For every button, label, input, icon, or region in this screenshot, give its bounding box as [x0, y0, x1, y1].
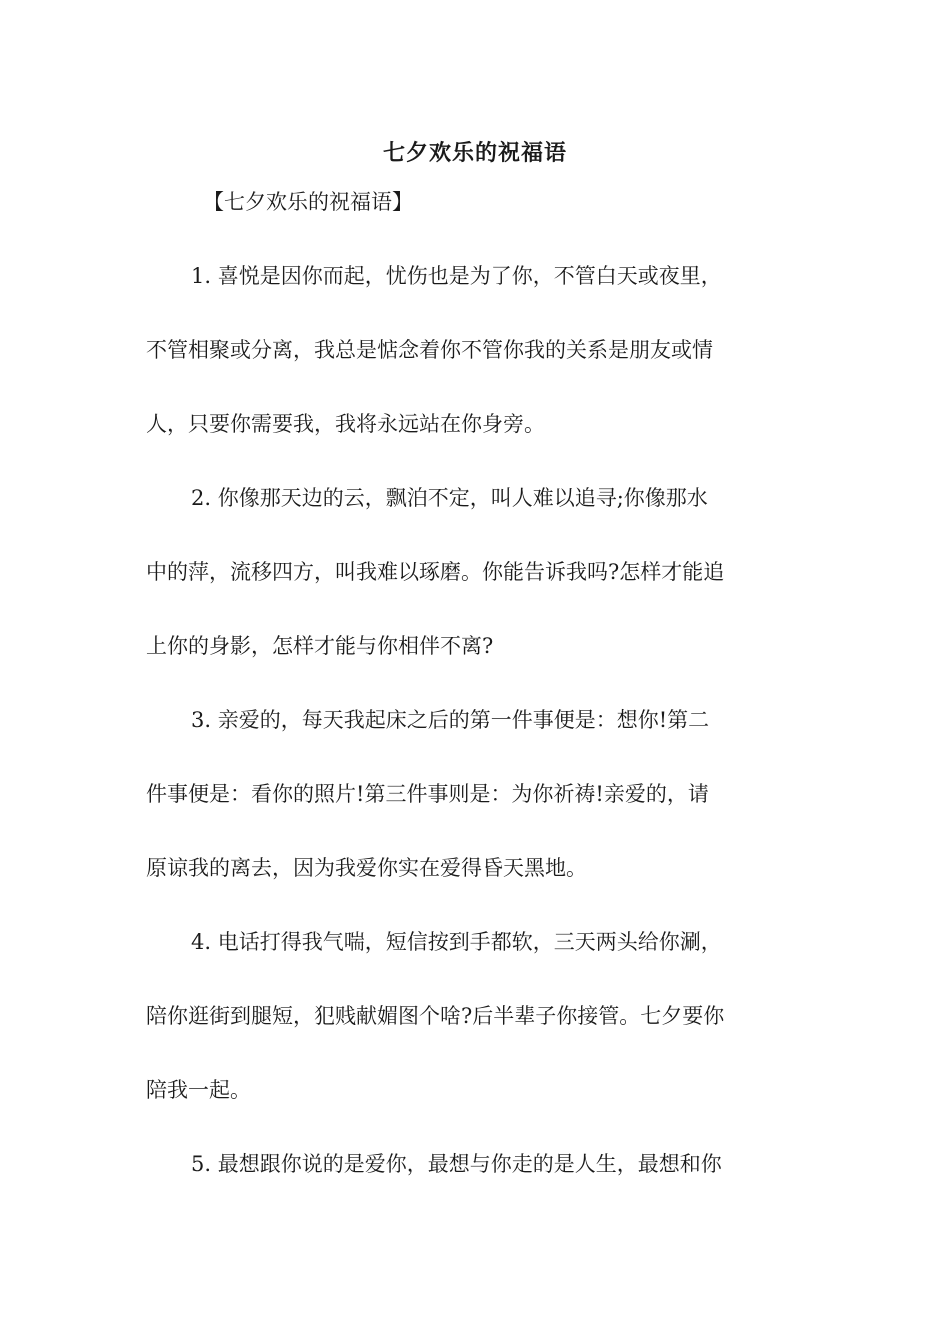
- paragraph-4: [146, 924, 806, 1109]
- paragraph-5: [146, 1146, 806, 1183]
- paragraph-line: 1. 喜悦是因你而起，忧伤也是为了你，不管白天或夜里，: [191, 264, 722, 288]
- paragraph-line: 5. 最想跟你说的是爱你，最想与你走的是人生，最想和你: [191, 1152, 722, 1176]
- paragraph-line: 2. 你像那天边的云，飘泊不定，叫人难以追寻;你像那水: [191, 486, 708, 510]
- document-subtitle: 【七夕欢乐的祝福语】: [203, 190, 413, 214]
- paragraph-line: 4. 电话打得我气喘，短信按到手都软，三天两头给你涮，: [191, 930, 722, 954]
- paragraph-line: 不管相聚或分离，我总是惦念着你不管你我的关系是朋友或情: [146, 338, 713, 362]
- document-title: 七夕欢乐的祝福语: [382, 140, 567, 166]
- paragraph-1: [146, 258, 806, 443]
- paragraph-line: 上你的身影，怎样才能与你相伴不离?: [146, 634, 494, 658]
- paragraph-line: 原谅我的离去，因为我爱你实在爱得昏天黑地。: [146, 856, 587, 880]
- paragraph-3: [146, 702, 806, 887]
- paragraph-line: 人，只要你需要我，我将永远站在你身旁。: [146, 412, 545, 436]
- paragraph-line: 3. 亲爱的，每天我起床之后的第一件事便是：想你!第二: [191, 708, 710, 732]
- paragraph-line: 陪我一起。: [146, 1078, 251, 1102]
- paragraph-line: 陪你逛街到腿短，犯贱献媚图个啥?后半辈子你接管。七夕要你: [146, 1004, 725, 1028]
- paragraph-line: 中的萍，流移四方，叫我难以琢磨。你能告诉我吗?怎样才能追: [146, 560, 725, 584]
- document-body: [146, 258, 806, 1220]
- paragraph-2: [146, 480, 806, 665]
- paragraph-line: 件事便是：看你的照片!第三件事则是：为你祈祷!亲爱的，请: [146, 782, 709, 806]
